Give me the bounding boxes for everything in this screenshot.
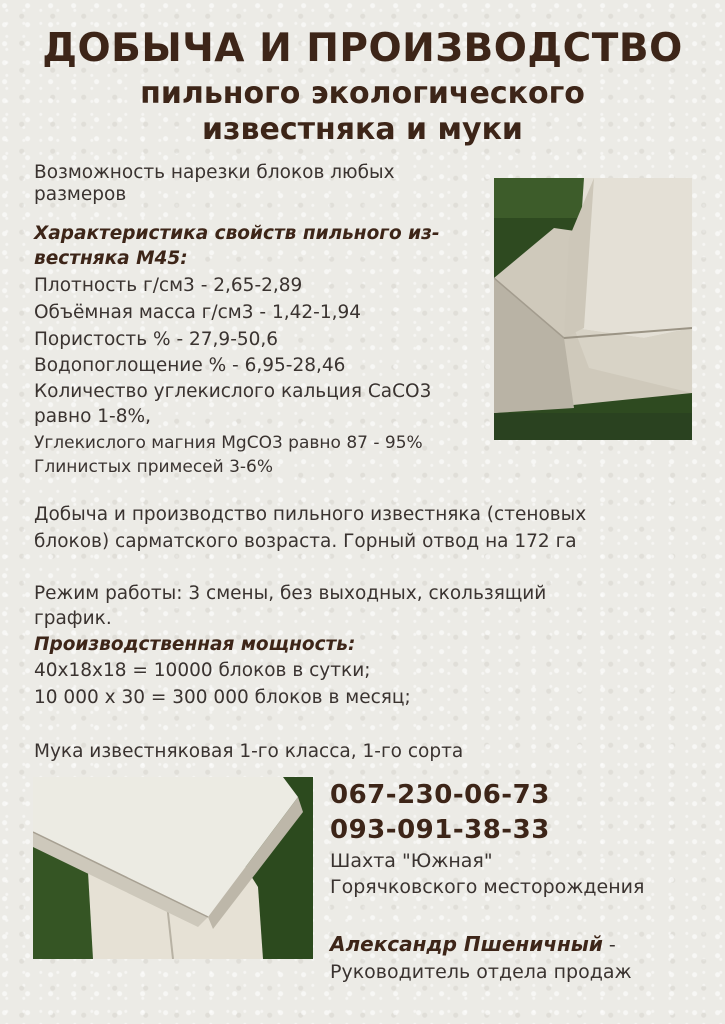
description-line2: блоков) сарматского возраста. Горный отвод на 172 га [34, 531, 577, 552]
capacity-heading: Производственная мощность: [34, 634, 356, 655]
page-subtitle-line2: известняка и муки [202, 112, 523, 147]
spec-water-absorption: Водопоглощение % - 6,95-28,46 [34, 355, 346, 376]
spec-porosity: Пористость % - 27,9-50,6 [34, 329, 279, 350]
contact-person-name: Александр Пшеничный [330, 932, 603, 956]
flour-line: Мука известняковая 1-го класса, 1-го сорта [34, 741, 464, 762]
phone-number-2[interactable]: 093-091-38-33 [330, 815, 550, 845]
spec-clay-impurities: Глинистых примесей 3-6% [34, 457, 273, 477]
schedule-line2: график. [34, 608, 112, 629]
contact-person [330, 932, 616, 956]
spec-volume-mass: Объёмная масса г/см3 - 1,42-1,94 [34, 302, 362, 323]
phone-number-1[interactable]: 067-230-06-73 [330, 780, 550, 810]
schedule-line1: Режим работы: 3 смены, без выходных, скользящий [34, 583, 547, 604]
limestone-block-photo-top [494, 178, 692, 440]
spec-magnesium-carbonate: Углекислого магния MgCO3 равно 87 - 95% [34, 433, 423, 453]
spec-calcium-carbonate-value: равно 1-8%, [34, 406, 151, 427]
capacity-per-month: 10 000 х 30 = 300 000 блоков в месяц; [34, 687, 411, 708]
spec-density: Плотность г/см3 - 2,65-2,89 [34, 275, 303, 296]
specs-heading-line1: Характеристика свойств пильного из- [34, 223, 440, 244]
contact-person-dash: - [602, 934, 616, 956]
description-line1: Добыча и производство пильного известняка (стеновых [34, 504, 587, 525]
specs-heading-line2: вестняка М45: [34, 248, 188, 269]
page-subtitle-line1: пильного экологического [140, 76, 585, 111]
mine-name: Шахта "Южная" [330, 850, 493, 872]
intro-line1: Возможность нарезки блоков любых [34, 162, 395, 183]
deposit-name: Горячковского месторождения [330, 876, 645, 898]
page-title: ДОБЫЧА И ПРОИЗВОДСТВО [42, 26, 683, 71]
spec-calcium-carbonate: Количество углекислого кальция CaCO3 [34, 381, 432, 402]
capacity-per-day: 40х18х18 = 10000 блоков в сутки; [34, 660, 371, 681]
limestone-block-photo-bottom [33, 777, 313, 959]
intro-line2: размеров [34, 184, 127, 205]
contact-person-role: Руководитель отдела продаж [330, 961, 632, 983]
